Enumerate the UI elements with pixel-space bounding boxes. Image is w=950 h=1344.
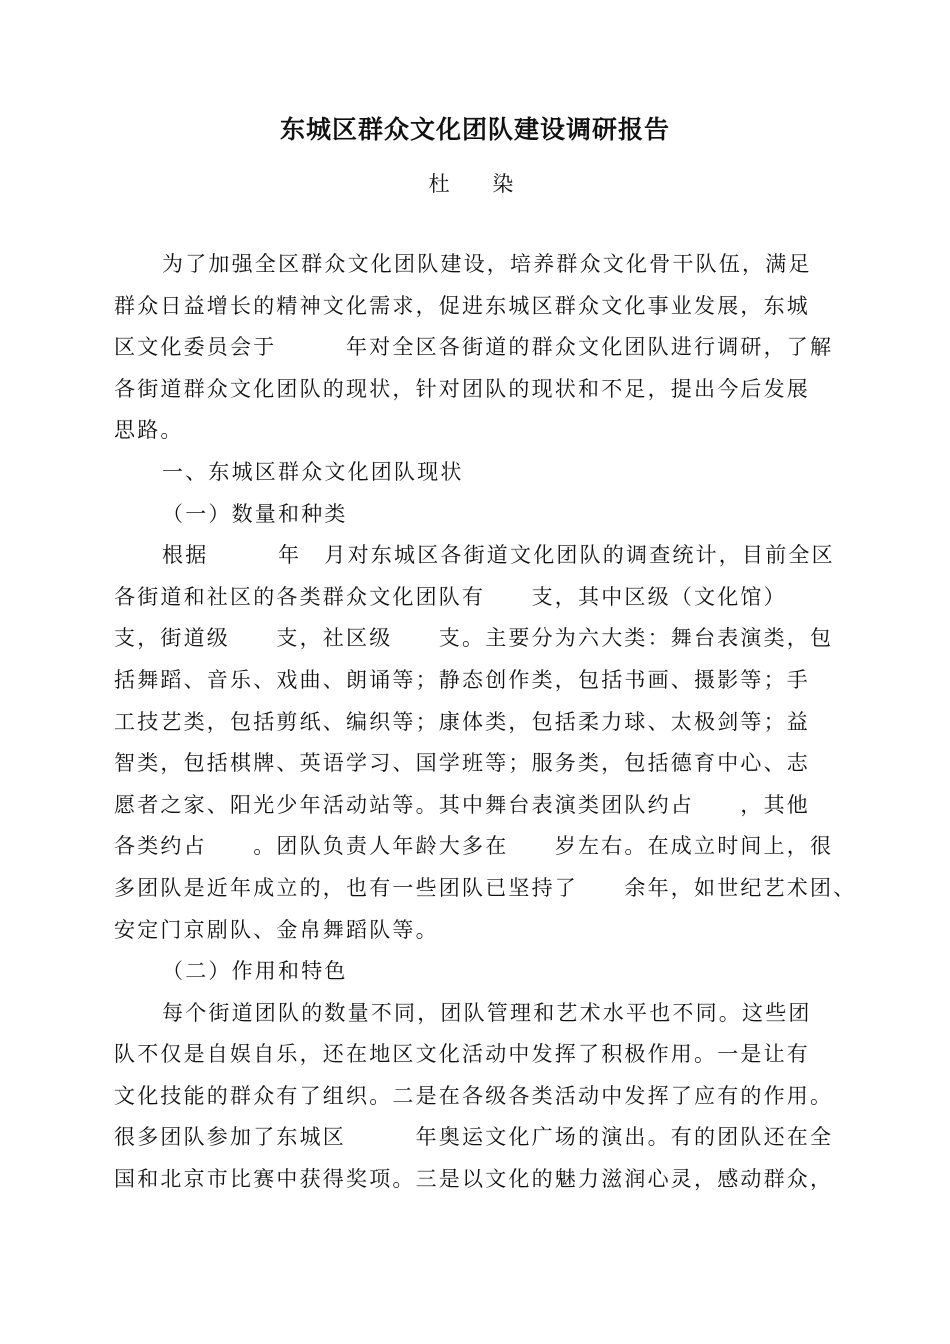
paragraph-line: 国和北京市比赛中获得奖项。三是以文化的魅力滋润心灵，感动群众， [114,1167,834,1192]
paragraph-line: 工技艺类，包括剪纸、编织等；康体类，包括柔力球、太极剑等；益 [114,709,810,734]
paragraph-line: 各街道和社区的各类群众文化团队有 支，其中区级（文化馆） [114,584,787,609]
paragraph-line: 队不仅是自娱自乐，还在地区文化活动中发挥了积极作用。一是让有 [114,1042,810,1067]
subsection-heading: （二）作用和特色 [162,959,348,984]
paragraph-line: 区文化委员会于 年对全区各街道的群众文化团队进行调研，了解 [114,335,834,360]
paragraph-line: 思路。 [114,418,184,443]
paragraph-line: 为了加强全区群众文化团队建设，培养群众文化骨干队伍，满足 [162,252,812,276]
paragraph-line: 安定门京剧队、金帛舞蹈队等。 [114,917,439,942]
paragraph-line: 愿者之家、阳光少年活动站等。其中舞台表演类团队约占 ，其他 [114,792,810,817]
paragraph-line: 括舞蹈、音乐、戏曲、朗诵等；静态创作类，包括书画、摄影等；手 [114,667,810,692]
paragraph-line: 文化技能的群众有了组织。二是在各级各类活动中发挥了应有的作用。 [114,1083,834,1108]
paragraph-line: 每个街道团队的数量不同，团队管理和艺术水平也不同。这些团 [162,1000,812,1025]
paragraph-line: 各街道群众文化团队的现状，针对团队的现状和不足，提出今后发展 [114,376,810,401]
subsection-heading: （一）数量和种类 [162,501,348,526]
paragraph-line: 各类约占 。团队负责人年龄大多在 岁左右。在成立时间上，很 [114,834,834,859]
paragraph-line: 多团队是近年成立的，也有一些团队已坚持了 余年，如世纪艺术团、 [114,875,857,900]
paragraph-line: 群众日益增长的精神文化需求，促进东城区群众文化事业发展，东城 [114,293,810,318]
document-author: 杜 染 [428,172,532,196]
document-body [114,244,857,1201]
paragraph-line: 智类，包括棋牌、英语学习、国学班等；服务类，包括德育中心、志 [114,751,810,776]
paragraph-line: 很多团队参加了东城区 年奥运文化广场的演出。有的团队还在全 [114,1125,834,1150]
paragraph-line: 支，街道级 支，社区级 支。主要分为六大类：舞台表演类，包 [114,626,834,651]
section-heading: 一、东城区群众文化团队现状 [162,459,464,484]
document-title: 东城区群众文化团队建设调研报告 [279,115,670,144]
paragraph-line: 根据 年 月对东城区各街道文化团队的调查统计，目前全区 [162,543,835,568]
